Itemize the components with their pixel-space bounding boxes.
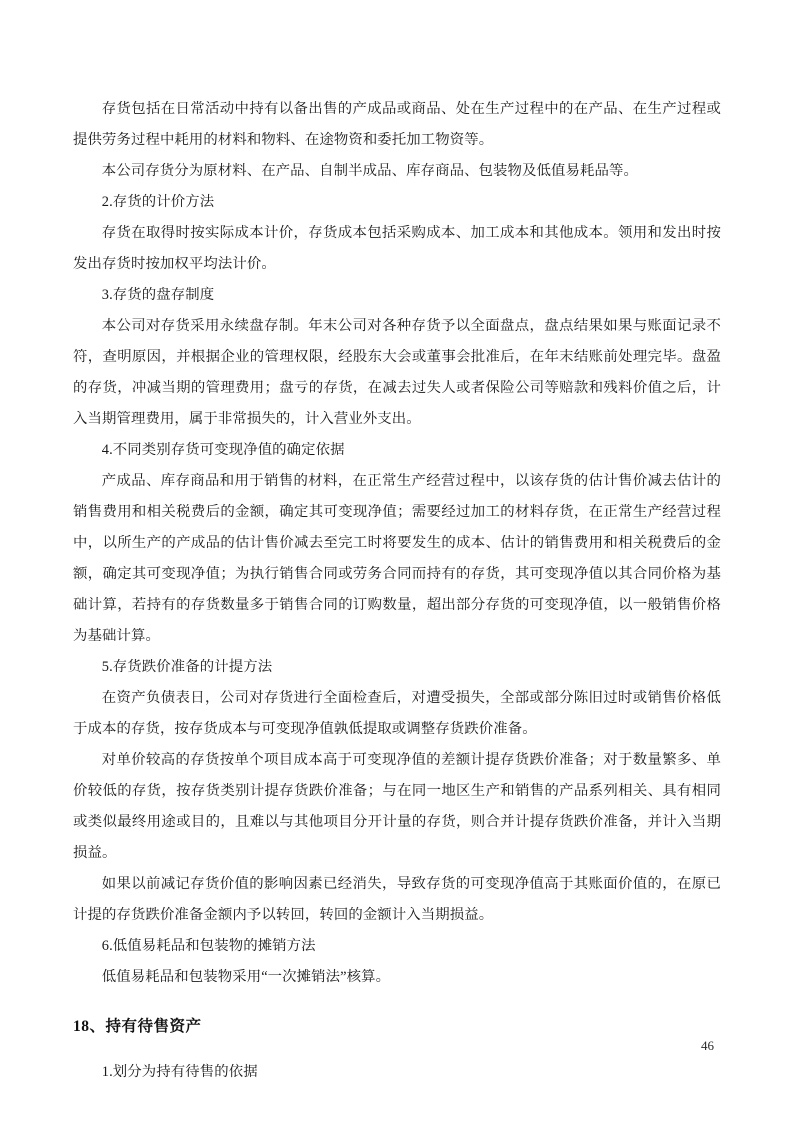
section-heading-held-for-sale: 18、持有待售资产 <box>73 1018 202 1035</box>
subheading-amortization-method: 6.低值易耗品和包装物的摊销方法 <box>101 938 316 954</box>
paragraph-provision-detail: 对单价较高的存货按单个项目成本高于可变现净值的差额计提存货跌价准备；对于数量繁多、单价较低的存货，按存货类别计提存货跌价准备；与在同一地区生产和销售的产品系列相关、具有相同或类似最终用途或目的，且难以与其他项目分开计量的存货，则合并计提存货跌价准备，并计入当期损益。 <box>73 752 721 861</box>
paragraph-provision-check: 在资产负债表日，公司对存货进行全面检查后，对遭受损失，全部或部分陈旧过时或销售价格低于成本的存货，按存货成本与可变现净值孰低提取或调整存货跌价准备。 <box>73 690 721 737</box>
paragraph-valuation-method: 存货在取得时按实际成本计价，存货成本包括采购成本、加工成本和其他成本。领用和发出时按发出存货时按加权平均法计价。 <box>73 225 721 272</box>
paragraph-amortization-method: 低值易耗品和包装物采用“一次摊销法”核算。 <box>101 969 391 985</box>
subheading-inventory-count-system: 3.存货的盘存制度 <box>101 287 215 303</box>
text-block <box>73 94 721 1088</box>
paragraph-net-realizable-value-basis: 产成品、库存商品和用于销售的材料，在正常生产经营过程中，以该存货的估计售价减去估计的销售费用和相关税费后的金额，确定其可变现净值；需要经过加工的材料存货，在正常生产经营过程中，以所生产的产成品的估计售价减去至完工时将要发生的成本、估计的销售费用和相关税费后的金额，确定其可变现净值；为执行销售合同或劳务合同而持有的存货，其可变现净值以其合同价格为基础计算，若持有的存货数量多于销售合同的订购数量，超出部分存货的可变现净值，以一般销售价格为基础计算。 <box>73 473 721 644</box>
subheading-inventory-valuation-method: 2.存货的计价方法 <box>101 194 215 210</box>
subheading-provision-method: 5.存货跌价准备的计提方法 <box>101 659 273 675</box>
paragraph-inventory-definition: 存货包括在日常活动中持有以备出售的产成品或商品、处在生产过程中的在产品、在生产过程或提供劳务过程中耗用的材料和物料、在途物资和委托加工物资等。 <box>73 101 721 148</box>
subheading-held-for-sale-basis: 1.划分为持有待售的依据 <box>101 1064 258 1080</box>
subheading-net-realizable-value-basis: 4.不同类别存货可变现净值的确定依据 <box>101 442 345 458</box>
paragraph-count-system: 本公司对存货采用永续盘存制。年末公司对各种存货予以全面盘点，盘点结果如果与账面记录不符，查明原因，并根据企业的管理权限，经股东大会或董事会批准后，在年末结账前处理完毕。盘盈的存货，冲减当期的管理费用；盘亏的存货，在减去过失人或者保险公司等赔款和残料价值之后，计入当期管理费用，属于非常损失的，计入营业外支出。 <box>73 318 721 427</box>
paragraph-inventory-categories: 本公司存货分为原材料、在产品、自制半成品、库存商品、包装物及低值易耗品等。 <box>101 163 638 179</box>
page-number: 46 <box>701 1038 714 1053</box>
paragraph-provision-reversal: 如果以前减记存货价值的影响因素已经消失，导致存货的可变现净值高于其账面价值的，在原已计提的存货跌价准备金额内予以转回，转回的金额计入当期损益。 <box>73 876 721 923</box>
